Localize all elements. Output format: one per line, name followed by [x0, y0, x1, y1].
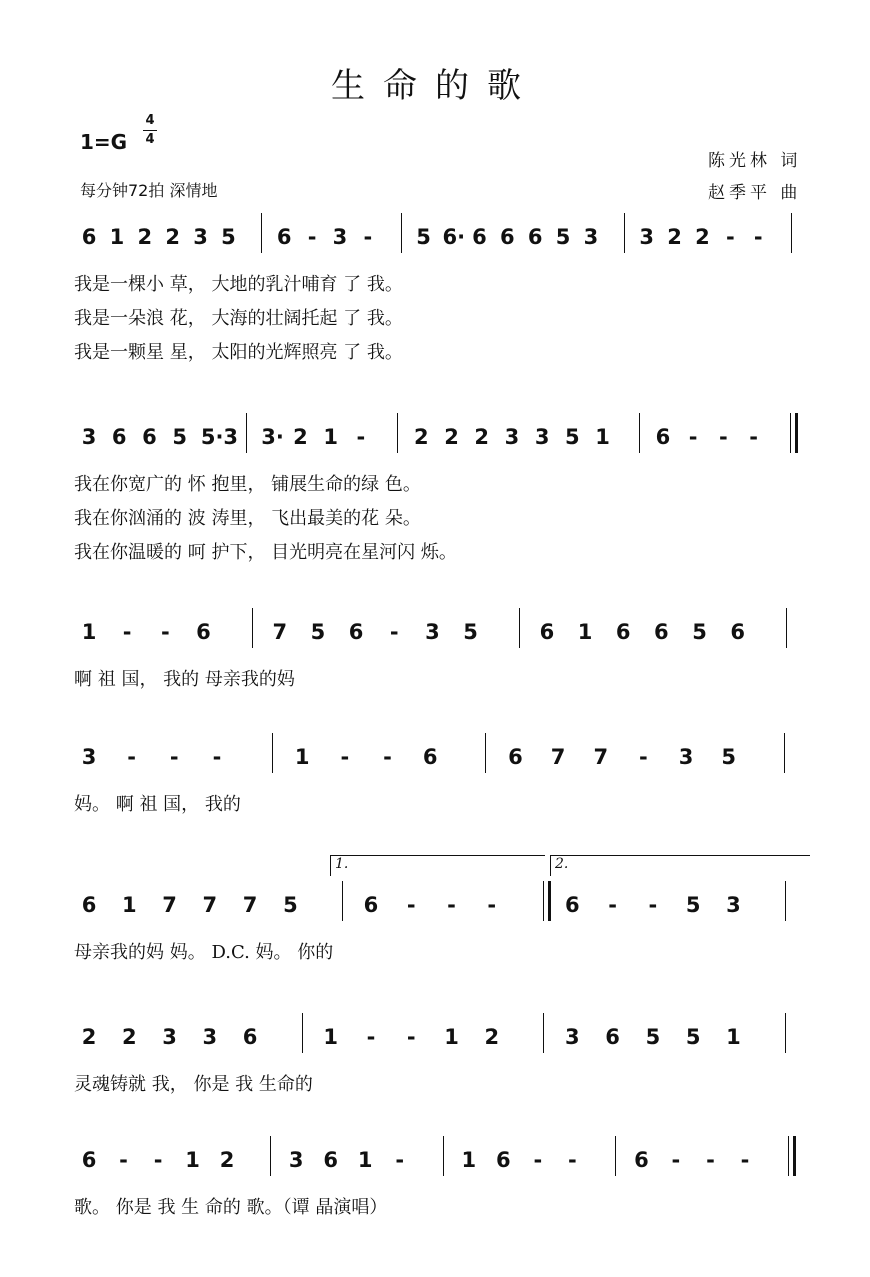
note: 3: [678, 745, 694, 769]
bar-line: [519, 608, 520, 648]
note: 6: [654, 620, 669, 644]
note: 1: [294, 745, 310, 769]
note: 3: [202, 1025, 218, 1049]
dash-note: -: [307, 225, 317, 249]
dash-note: -: [169, 745, 179, 769]
dash-note: -: [487, 893, 497, 917]
note: 3: [81, 745, 97, 769]
note: 6·: [442, 225, 466, 249]
note: 3: [639, 225, 654, 249]
lyric-line: 啊 祖 国， 我的 母亲我的妈: [74, 669, 295, 690]
note: 1: [323, 1025, 338, 1049]
dash-note: -: [671, 1148, 681, 1172]
bar-line: [252, 608, 253, 648]
note: 6: [539, 620, 555, 644]
note: 2: [444, 425, 459, 449]
note: 5: [416, 225, 431, 249]
dash-note: -: [363, 225, 373, 249]
dash-note: -: [648, 893, 658, 917]
bar-line: [261, 213, 262, 253]
note: 6: [499, 225, 515, 249]
note: 6: [142, 425, 157, 449]
note: 2: [484, 1025, 500, 1049]
dash-note: -: [608, 893, 617, 917]
note: 6: [422, 745, 438, 769]
note: 2: [293, 425, 308, 449]
note: 7: [242, 893, 258, 917]
dash-note: -: [725, 225, 735, 249]
lyric-line: 我在你宽广的 怀 抱里， 铺展生命的绿 色。: [74, 474, 421, 495]
bar-line: [788, 1136, 789, 1176]
lyric-line: 歌。 你是 我 生 命的 歌。（谭 晶演唱）: [74, 1197, 388, 1218]
note: 6: [111, 425, 127, 449]
note: 3·: [261, 425, 284, 449]
lyric-line: 灵魂铸就 我， 你是 我 生命的: [74, 1074, 313, 1095]
page-title: 生命的歌: [331, 66, 539, 106]
double-bar-line: [795, 413, 798, 453]
bar-line: [790, 413, 791, 453]
dash-note: -: [740, 1148, 750, 1172]
note: 2: [121, 1025, 137, 1049]
dash-note: -: [340, 745, 350, 769]
note: 6: [323, 1148, 338, 1172]
note: 3: [534, 425, 550, 449]
note: 6: [242, 1025, 258, 1049]
lyric-line: 母亲我的妈 妈。 D.C. 妈。 你的: [74, 942, 334, 963]
dash-note: -: [127, 745, 136, 769]
note: 1: [726, 1025, 741, 1049]
note: 6: [495, 1148, 511, 1172]
meter-bottom: 4: [145, 132, 155, 147]
note: 5: [685, 1025, 701, 1049]
note: 6: [565, 893, 580, 917]
bar-line: [639, 413, 640, 453]
note: 7: [272, 620, 288, 644]
dash-note: -: [567, 1148, 577, 1172]
note: 1: [323, 425, 338, 449]
note: 3: [425, 620, 440, 644]
bar-line: [401, 213, 402, 253]
double-bar-line: [548, 881, 551, 921]
note: 3: [193, 225, 208, 249]
note: 6: [730, 620, 745, 644]
bar-line: [786, 608, 787, 648]
note: 6: [655, 425, 671, 449]
note: 5: [565, 425, 580, 449]
note: 2: [219, 1148, 235, 1172]
note: 5: [645, 1025, 661, 1049]
note: 6: [348, 620, 364, 644]
dash-note: -: [160, 620, 170, 644]
note: 7: [162, 893, 177, 917]
note: 2: [137, 225, 153, 249]
dash-note: -: [122, 620, 132, 644]
note: 6: [196, 620, 211, 644]
dash-note: -: [119, 1148, 128, 1172]
lyric-line: 我是一朵浪 花， 大海的壮阔托起 了 我。: [74, 308, 403, 329]
note: 5: [555, 225, 571, 249]
bar-line: [785, 1013, 786, 1053]
dash-note: -: [447, 893, 456, 917]
dash-note: -: [356, 425, 366, 449]
bar-line: [342, 881, 343, 921]
note: 3: [583, 225, 599, 249]
note: 1: [595, 425, 610, 449]
lyric-line: 我是一棵小 草， 大地的乳汁哺育 了 我。: [74, 274, 403, 295]
note: 2: [667, 225, 682, 249]
double-bar-line: [793, 1136, 796, 1176]
note: 7: [202, 893, 218, 917]
bar-line: [397, 413, 398, 453]
dash-note: -: [389, 620, 399, 644]
dash-note: -: [688, 425, 698, 449]
bar-line: [272, 733, 273, 773]
volta-2: 2.: [550, 855, 810, 876]
dash-note: -: [383, 745, 392, 769]
note: 6: [276, 225, 292, 249]
note: 5·3: [200, 425, 239, 449]
bar-line: [543, 1013, 544, 1053]
note: 5: [172, 425, 187, 449]
note: 6: [615, 620, 631, 644]
note: 1: [444, 1025, 459, 1049]
score-row: [0, 0, 870, 1]
note: 6: [605, 1025, 620, 1049]
meter-top: 4: [145, 113, 155, 128]
note: 7: [550, 745, 566, 769]
lyric-line: 妈。 啊 祖 国， 我的: [74, 794, 241, 815]
note: 1: [357, 1148, 373, 1172]
time-signature: [143, 114, 157, 147]
bar-line: [784, 733, 785, 773]
note: 3: [81, 425, 97, 449]
note: 5: [721, 745, 737, 769]
note: 2: [413, 425, 429, 449]
note: 3: [504, 425, 520, 449]
note: 2: [695, 225, 710, 249]
bar-line: [246, 413, 247, 453]
note: 5: [463, 620, 478, 644]
bar-line: [443, 1136, 444, 1176]
lyricist-credit: 陈光林 词: [708, 151, 802, 171]
note: 3: [288, 1148, 304, 1172]
bar-line: [270, 1136, 271, 1176]
note: 5: [283, 893, 298, 917]
lyric-line: 我是一颗星 星， 太阳的光辉照亮 了 我。: [74, 342, 403, 363]
dash-note: -: [406, 1025, 416, 1049]
dash-note: -: [153, 1148, 163, 1172]
note: 1: [461, 1148, 477, 1172]
note: 3: [726, 893, 741, 917]
note: 3: [332, 225, 348, 249]
note: 3: [162, 1025, 177, 1049]
bar-line: [615, 1136, 616, 1176]
note: 1: [185, 1148, 200, 1172]
lyric-line: 我在你汹涌的 波 涛里， 飞出最美的花 朵。: [74, 508, 421, 529]
note: 5: [692, 620, 707, 644]
bar-line: [302, 1013, 303, 1053]
dash-note: -: [406, 893, 416, 917]
note: 6: [81, 1148, 97, 1172]
note: 5: [685, 893, 701, 917]
note: 7: [593, 745, 609, 769]
note: 5: [310, 620, 326, 644]
tempo-marking: 每分钟72拍 深情地: [80, 181, 218, 200]
dash-note: -: [533, 1148, 543, 1172]
composer-credit: 赵季平 曲: [708, 183, 802, 203]
key-signature: 1=G: [80, 130, 128, 154]
dash-note: -: [212, 745, 222, 769]
volta-1: 1.: [330, 855, 545, 876]
dash-note: -: [706, 1148, 715, 1172]
note: 6: [472, 225, 487, 249]
note: 6: [508, 745, 523, 769]
note: 2: [165, 225, 180, 249]
bar-line: [624, 213, 625, 253]
note: 1: [121, 893, 137, 917]
note: 1: [577, 620, 593, 644]
dash-note: -: [366, 1025, 376, 1049]
note: 1: [81, 620, 97, 644]
bar-line: [543, 881, 544, 921]
note: 5: [221, 225, 236, 249]
dash-note: -: [753, 225, 763, 249]
bar-line: [785, 881, 786, 921]
note: 2: [474, 425, 490, 449]
bar-line: [485, 733, 486, 773]
bar-line: [791, 213, 792, 253]
note: 6: [81, 225, 97, 249]
dash-note: -: [719, 425, 728, 449]
note: 1: [109, 225, 125, 249]
note: 6: [527, 225, 543, 249]
note: 2: [81, 1025, 97, 1049]
note: 6: [81, 893, 97, 917]
dash-note: -: [639, 745, 648, 769]
dash-note: -: [749, 425, 758, 449]
note: 6: [363, 893, 379, 917]
lyric-line: 我在你温暖的 呵 护下， 目光明亮在星河闪 烁。: [74, 542, 457, 563]
note: 3: [565, 1025, 580, 1049]
dash-note: -: [395, 1148, 405, 1172]
note: 6: [634, 1148, 649, 1172]
